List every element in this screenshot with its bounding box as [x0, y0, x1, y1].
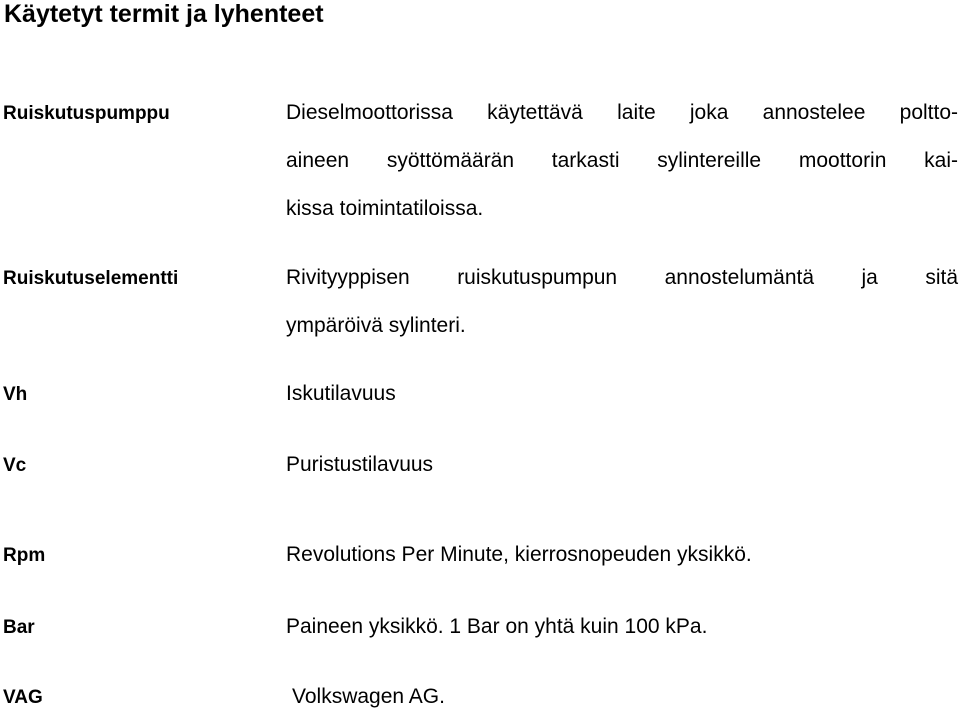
definition-line: Iskutilavuus	[286, 382, 396, 405]
definition-vag	[292, 673, 960, 721]
term-vc: Vc	[3, 455, 27, 476]
definition-line: Puristustilavuus	[286, 453, 434, 476]
term-vh: Vh	[3, 384, 28, 405]
definition-line: Paineen yksikkö. 1 Bar on yhtä kuin 100 kPa.	[286, 615, 708, 638]
definition-vh	[286, 370, 958, 418]
term-ruiskutuspumppu: Ruiskutuspumppu	[3, 103, 170, 124]
definition-line: Volkswagen AG.	[292, 685, 445, 708]
page-title: Käytetyt termit ja lyhenteet	[4, 0, 324, 28]
definition-ruiskutuselementti	[286, 254, 958, 350]
definition-line: ympäröivä sylinteri.	[286, 314, 466, 337]
definition-line: Rivityyppisen ruiskutuspumpun annostelumäntä ja sitä	[286, 266, 958, 289]
term-bar: Bar	[3, 617, 35, 638]
definition-vc	[286, 441, 958, 489]
definition-line: kissa toimintatiloissa.	[286, 197, 484, 220]
definition-line: Dieselmoottorissa käytettävä laite joka annostelee poltto-	[286, 101, 958, 124]
definition-bar	[286, 603, 958, 651]
term-rpm: Rpm	[3, 545, 46, 566]
definition-rpm	[286, 531, 958, 579]
term-ruiskutuselementti: Ruiskutuselementti	[3, 268, 179, 289]
term-vag: VAG	[3, 687, 43, 708]
definition-ruiskutuspumppu	[286, 89, 958, 233]
definition-line: Revolutions Per Minute, kierrosnopeuden yksikkö.	[286, 543, 752, 566]
definition-line: aineen syöttömäärän tarkasti sylintereille moottorin kai-	[286, 149, 958, 172]
